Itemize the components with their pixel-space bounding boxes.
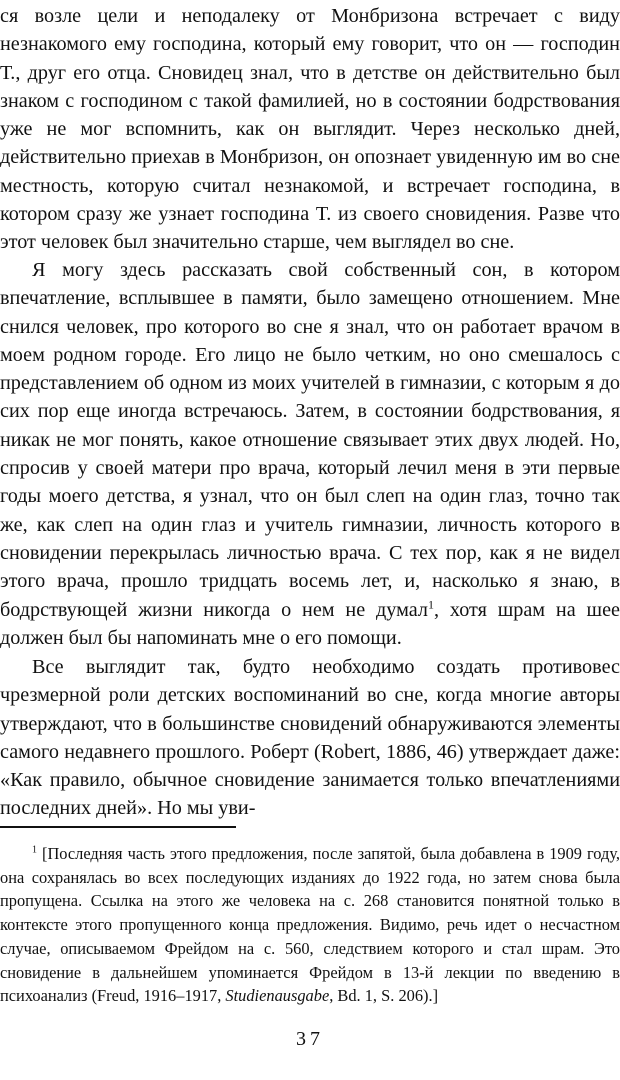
page-number: 37 — [296, 1028, 324, 1050]
paragraph-1-text: ся возле цели и неподалеку от Монбризона встречает с виду незнакомого ему господина, который ему говорит, что он — господин Т., друг его отца. Сновидец знал, что в детстве он действительно был знаком с господином с такой фамилией, но в состоянии бодрствования уже не мог вспомнить, как он выглядит. Через несколько дней, действительно приехав в Монбризон, он опознает увиденную им во сне местность, которую считал незнакомой, и встречает господина, в котором сразу же узнает господина Т. из своего сновидения. Разве что этот человек был значительно старше, чем выглядел во сне. — [0, 5, 620, 254]
paragraph-3-text: Все выглядит так, будто необходимо создать противовес чрезмерной роли детских воспоминаний во сне, когда многие авторы утверждают, что в большинстве сновидений обнаруживаются элементы самого недавнего прошлого. Роберт (Robert, 1886, 46) утверждает даже: «Как правило, обычное сновидение занимается только впечатлениями последних дней». Но мы уви- — [0, 656, 620, 820]
footnote-marker: 1 — [32, 844, 37, 856]
footnote-italic-title: Studienausgabe — [225, 986, 330, 1006]
footnote-text-end: , Bd. 1, S. 206).] — [329, 986, 439, 1006]
footnote — [0, 842, 620, 1008]
paragraph-2-tail: , хотя шрам на шее должен был бы напоминать мне о его помощи. — [0, 598, 620, 649]
footnote-text: [Последняя часть этого предложения, после запятой, была добавлена в 1909 году, она сохранялась во всех последующих изданиях до 1922 года, но затем снова была пропущена. Ссылка на этого же человека на с. 268 становится понятной только в контексте этого пропущенного конца предложения. Видимо, речь идет о несчастном случае, описываемом Фрейдом на с. 560, следствием которого и стал шрам. Это сновидение в дальнейшем упоминается Фрейдом в 13-й лекции по введению в психоанализ (Freud, 1916–1917, — [0, 844, 620, 1006]
footnote-reference[interactable]: 1 — [427, 596, 434, 611]
paragraph-1 — [0, 2, 620, 257]
paragraph-2-text: Я могу здесь рассказать свой собственный сон, в котором впечатление, всплывшее в памяти, было замещено отношением. Мне снился человек, про которого во сне я знал, что он работает врачом в моем родном городе. Его лицо не было четким, но оно смешалось с представлением об одном из моих учителей в гимназии, с которым я до сих пор еще иногда встречаюсь. Затем, в состоянии бодрствования, я никак не мог понять, какое отношение связывает этих двух людей. Но, спросив у своей матери про врача, который лечил меня в эти первые годы моего детства, я узнал, что он был слеп на один глаз, точно так же, как слеп на один глаз и учитель гимназии, личность которого в сновидении перекрылась личностью врача. С тех пор, как я не видел этого врача, прошло тридцать восемь лет, и, насколько я знаю, в бодрствующей жизни никогда о нем не думал — [0, 259, 620, 621]
paragraph-3 — [0, 653, 620, 823]
paragraph-2 — [0, 256, 620, 652]
footnote-separator — [0, 826, 236, 828]
